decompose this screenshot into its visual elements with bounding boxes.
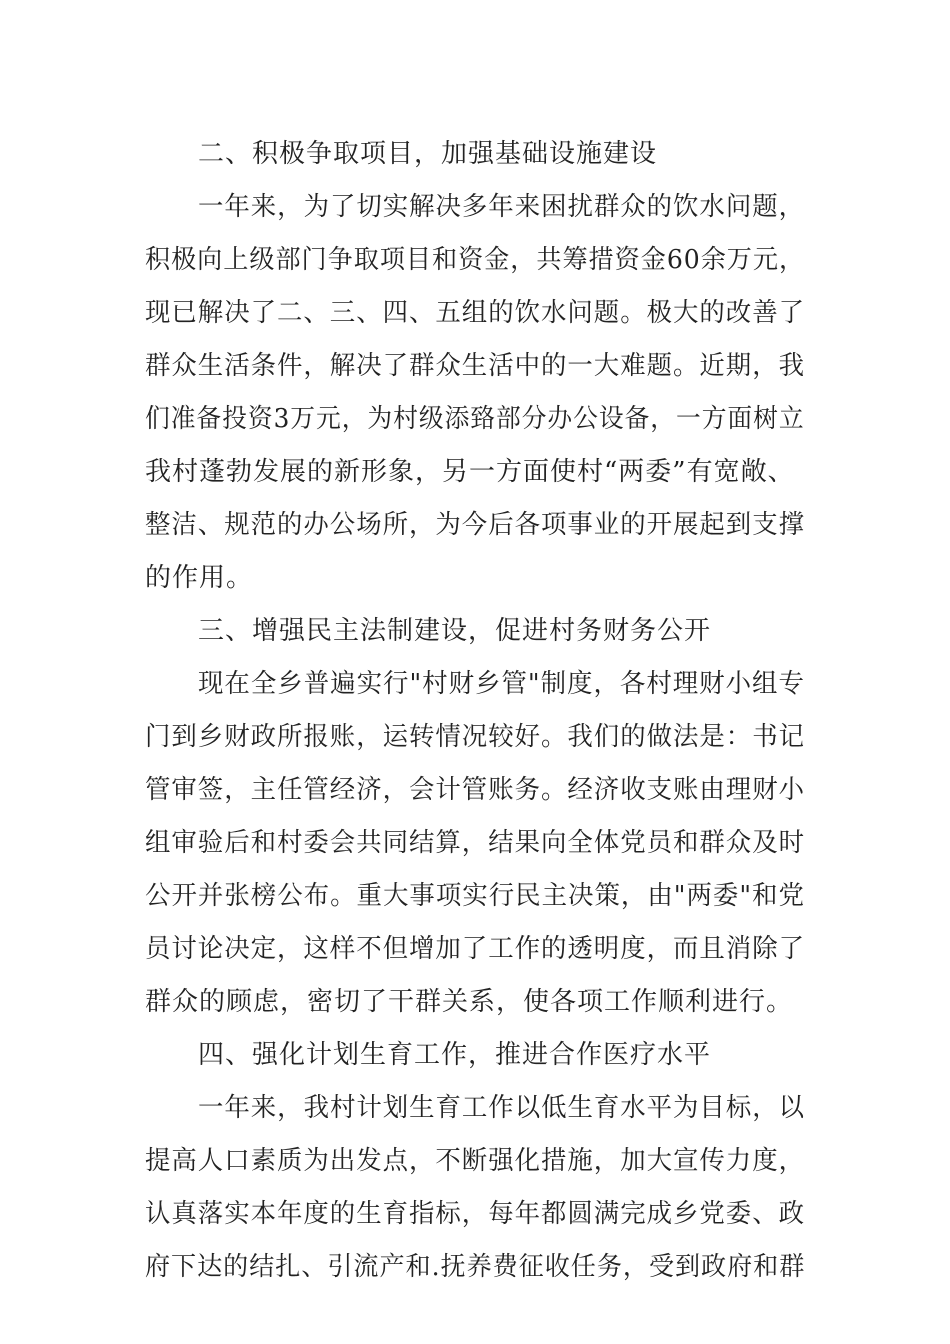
paragraph-line: 群众的顾虑，密切了干群关系，使各项工作顺利进行。 bbox=[145, 987, 794, 1017]
section-heading-4: 四、强化计划生育工作，推进合作医疗水平 bbox=[198, 1040, 712, 1070]
paragraph-line: 提高人口素质为出发点，不断强化措施，加大宣传力度， bbox=[145, 1146, 806, 1176]
paragraph-line: 现已解决了二、三、四、五组的饮水问题。极大的改善了 bbox=[145, 298, 806, 328]
paragraph-line: 一年来，我村计划生育工作以低生育水平为目标，以 bbox=[198, 1093, 806, 1123]
paragraph-line: 组审验后和村委会共同结算，结果向全体党员和群众及时 bbox=[145, 828, 806, 858]
paragraph-line: 府下达的结扎、引流产和.抚养费征收任务，受到政府和群 bbox=[145, 1252, 806, 1282]
paragraph-line: 积极向上级部门争取项目和资金，共筹措资金60余万元， bbox=[145, 245, 806, 275]
paragraph-line: 群众生活条件，解决了群众生活中的一大难题。近期，我 bbox=[145, 351, 806, 381]
paragraph-line: 我村蓬勃发展的新形象，另一方面使村“两委”有宽敞、 bbox=[145, 457, 795, 487]
paragraph-line: 管审签，主任管经济，会计管账务。经济收支账由理财小 bbox=[145, 775, 806, 805]
paragraph-line: 的作用。 bbox=[145, 563, 254, 593]
paragraph-line: 公开并张榜公布。重大事项实行民主决策，由"两委"和党 bbox=[145, 881, 805, 911]
paragraph-line: 认真落实本年度的生育指标，每年都圆满完成乡党委、政 bbox=[145, 1199, 806, 1229]
section-heading-2: 二、积极争取项目，加强基础设施建设 bbox=[198, 139, 658, 169]
paragraph-line: 现在全乡普遍实行"村财乡管"制度，各村理财小组专 bbox=[198, 669, 805, 699]
paragraph-line: 一年来，为了切实解决多年来困扰群众的饮水问题， bbox=[198, 192, 806, 222]
paragraph-line: 整洁、规范的办公场所，为今后各项事业的开展起到支撑 bbox=[145, 510, 806, 540]
paragraph-line: 员讨论决定，这样不但增加了工作的透明度，而且消除了 bbox=[145, 934, 806, 964]
paragraph-line: 们准备投资3万元，为村级添臵部分办公设备，一方面树立 bbox=[145, 404, 805, 434]
paragraph-line: 门到乡财政所报账，运转情况较好。我们的做法是：书记 bbox=[145, 722, 806, 752]
section-heading-3: 三、增强民主法制建设，促进村务财务公开 bbox=[198, 616, 712, 646]
